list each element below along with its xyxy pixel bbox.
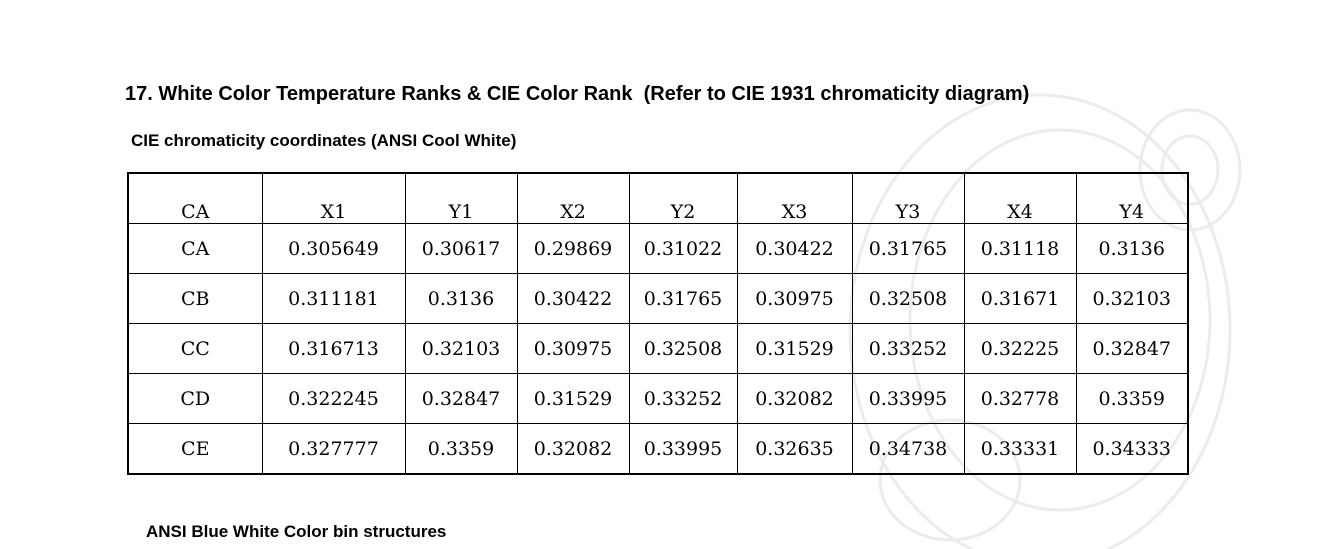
table-cell: 0.32778 [964,374,1076,424]
table-cell: 0.32103 [405,324,517,374]
table-cell: 0.33331 [964,424,1076,475]
column-header: X3 [737,173,852,224]
table-cell: 0.33252 [852,324,964,374]
next-section-heading: ANSI Blue White Color bin structures [146,522,447,541]
table-cell: 0.31529 [517,374,629,424]
table-cell: 0.29869 [517,224,629,274]
table-cell: 0.30975 [737,274,852,324]
table-cell: 0.322245 [262,374,405,424]
table-header-row [128,173,1188,224]
table-cell: 0.33995 [629,424,737,475]
table-cell: 0.3136 [405,274,517,324]
table-cell: CB [128,274,262,324]
table-cell: 0.3359 [405,424,517,475]
table-cell: 0.32082 [737,374,852,424]
column-header: X2 [517,173,629,224]
column-header: CA [128,173,262,224]
table-row [128,274,1188,324]
table-cell: 0.32508 [629,324,737,374]
column-header: Y3 [852,173,964,224]
table-cell: 0.32847 [405,374,517,424]
table-cell: 0.3136 [1076,224,1188,274]
column-header: Y4 [1076,173,1188,224]
table-cell: CD [128,374,262,424]
table-cell: 0.31765 [629,274,737,324]
table-cell: 0.32635 [737,424,852,475]
table-cell: CC [128,324,262,374]
table-cell: 0.30422 [737,224,852,274]
table-cell: CE [128,424,262,475]
table-cell: 0.34333 [1076,424,1188,475]
table-row [128,374,1188,424]
table-cell: 0.305649 [262,224,405,274]
section-heading: 17. White Color Temperature Ranks & CIE Color Rank (Refer to CIE 1931 chromaticity diagram) [125,83,1030,105]
table-cell: 0.32508 [852,274,964,324]
table-subheading: CIE chromaticity coordinates (ANSI Cool White) [131,131,517,150]
table-cell: 0.30617 [405,224,517,274]
table-cell: 0.32082 [517,424,629,475]
column-header: X4 [964,173,1076,224]
table-cell: 0.31765 [852,224,964,274]
table-cell: 0.31118 [964,224,1076,274]
table-cell: 0.311181 [262,274,405,324]
table-cell: CA [128,224,262,274]
column-header: X1 [262,173,405,224]
table-cell: 0.31022 [629,224,737,274]
table-row [128,324,1188,374]
table-cell: 0.316713 [262,324,405,374]
table-cell: 0.31529 [737,324,852,374]
column-header: Y2 [629,173,737,224]
table-cell: 0.32847 [1076,324,1188,374]
table-cell: 0.327777 [262,424,405,475]
table-cell: 0.33252 [629,374,737,424]
column-header: Y1 [405,173,517,224]
table-row [128,224,1188,274]
table-cell: 0.34738 [852,424,964,475]
table-cell: 0.3359 [1076,374,1188,424]
table-cell: 0.32225 [964,324,1076,374]
table-cell: 0.31671 [964,274,1076,324]
table-cell: 0.33995 [852,374,964,424]
table-cell: 0.32103 [1076,274,1188,324]
table-cell: 0.30975 [517,324,629,374]
cie-coordinates-table [127,172,1189,475]
table-row [128,424,1188,475]
table-cell: 0.30422 [517,274,629,324]
